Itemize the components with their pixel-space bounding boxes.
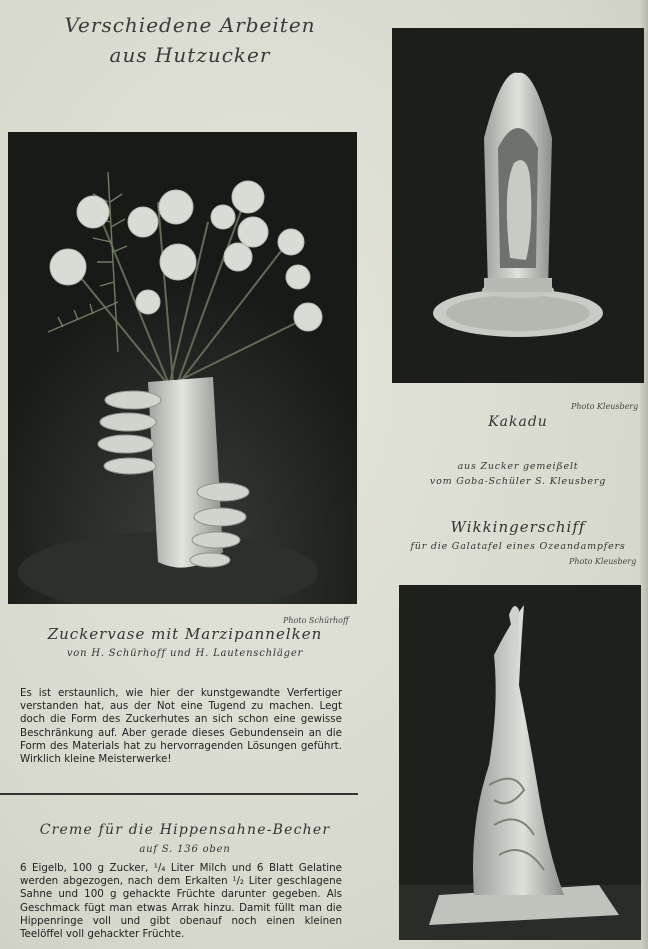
viking-ship-sculpture-photo [399,585,641,940]
ship-photo-credit: Photo Kleusberg [569,557,637,566]
vase-description: Es ist erstaunlich, wie hier der kunstgewandte Verfertiger verstanden hat, aus der Not eine Tugend zu machen. Legt doch die Form des Zuckerhutes an sich schon eine gewisse Beschränkung auf. Aber gerade dieses Gebundensein an die Form des Materials hat zu hervorragenden Lösungen geführt. Wirklich kleine Meisterwerke! [20,687,342,766]
vase-photo-credit: Photo Schürhoff [283,616,349,625]
sugar-vase-photo [8,132,357,604]
creme-recipe-title: Creme für die Hippensahne-Becher [39,822,331,838]
vase-caption-title: Zuckervase mit Marzipannelken [47,625,323,643]
page-headline [40,10,340,70]
creme-recipe-text: 6 Eigelb, 100 g Zucker, ¹/₄ Liter Milch und 6 Blatt Gelatine werden abgezogen, nach dem Erkalten ¹/₂ Liter geschlagene Sahne und 100 g gehackte Früchte darunter gegeben. Als Geschmack fügt man etwas Arrak hinzu. Damit füllt man die Hippenringe voll und gibt obenauf noch einen kleinen Teelöffel voll gehackter Früchte. [20,862,342,941]
headline-line-2: aus Hutzucker [109,43,271,67]
kakadu-caption-title: Kakadu [488,414,548,430]
section-divider [0,793,358,795]
kakadu-photo-credit: Photo Kleusberg [571,402,639,411]
cockatoo-sculpture-photo [392,28,644,383]
creme-page-reference: auf S. 136 oben [139,844,231,855]
kakadu-caption-line-1: aus Zucker gemeißelt [457,461,579,472]
ship-caption-title: Wikkingerschiff [450,518,586,536]
kakadu-caption-line-2: vom Goba-Schüler S. Kleusberg [429,476,607,487]
vase-authors: von H. Schürhoff und H. Lautenschläger [66,648,304,659]
headline-line-1: Verschiedene Arbeiten [64,13,316,37]
ship-caption-subtitle: für die Galatafel eines Ozeandampfers [410,541,626,552]
